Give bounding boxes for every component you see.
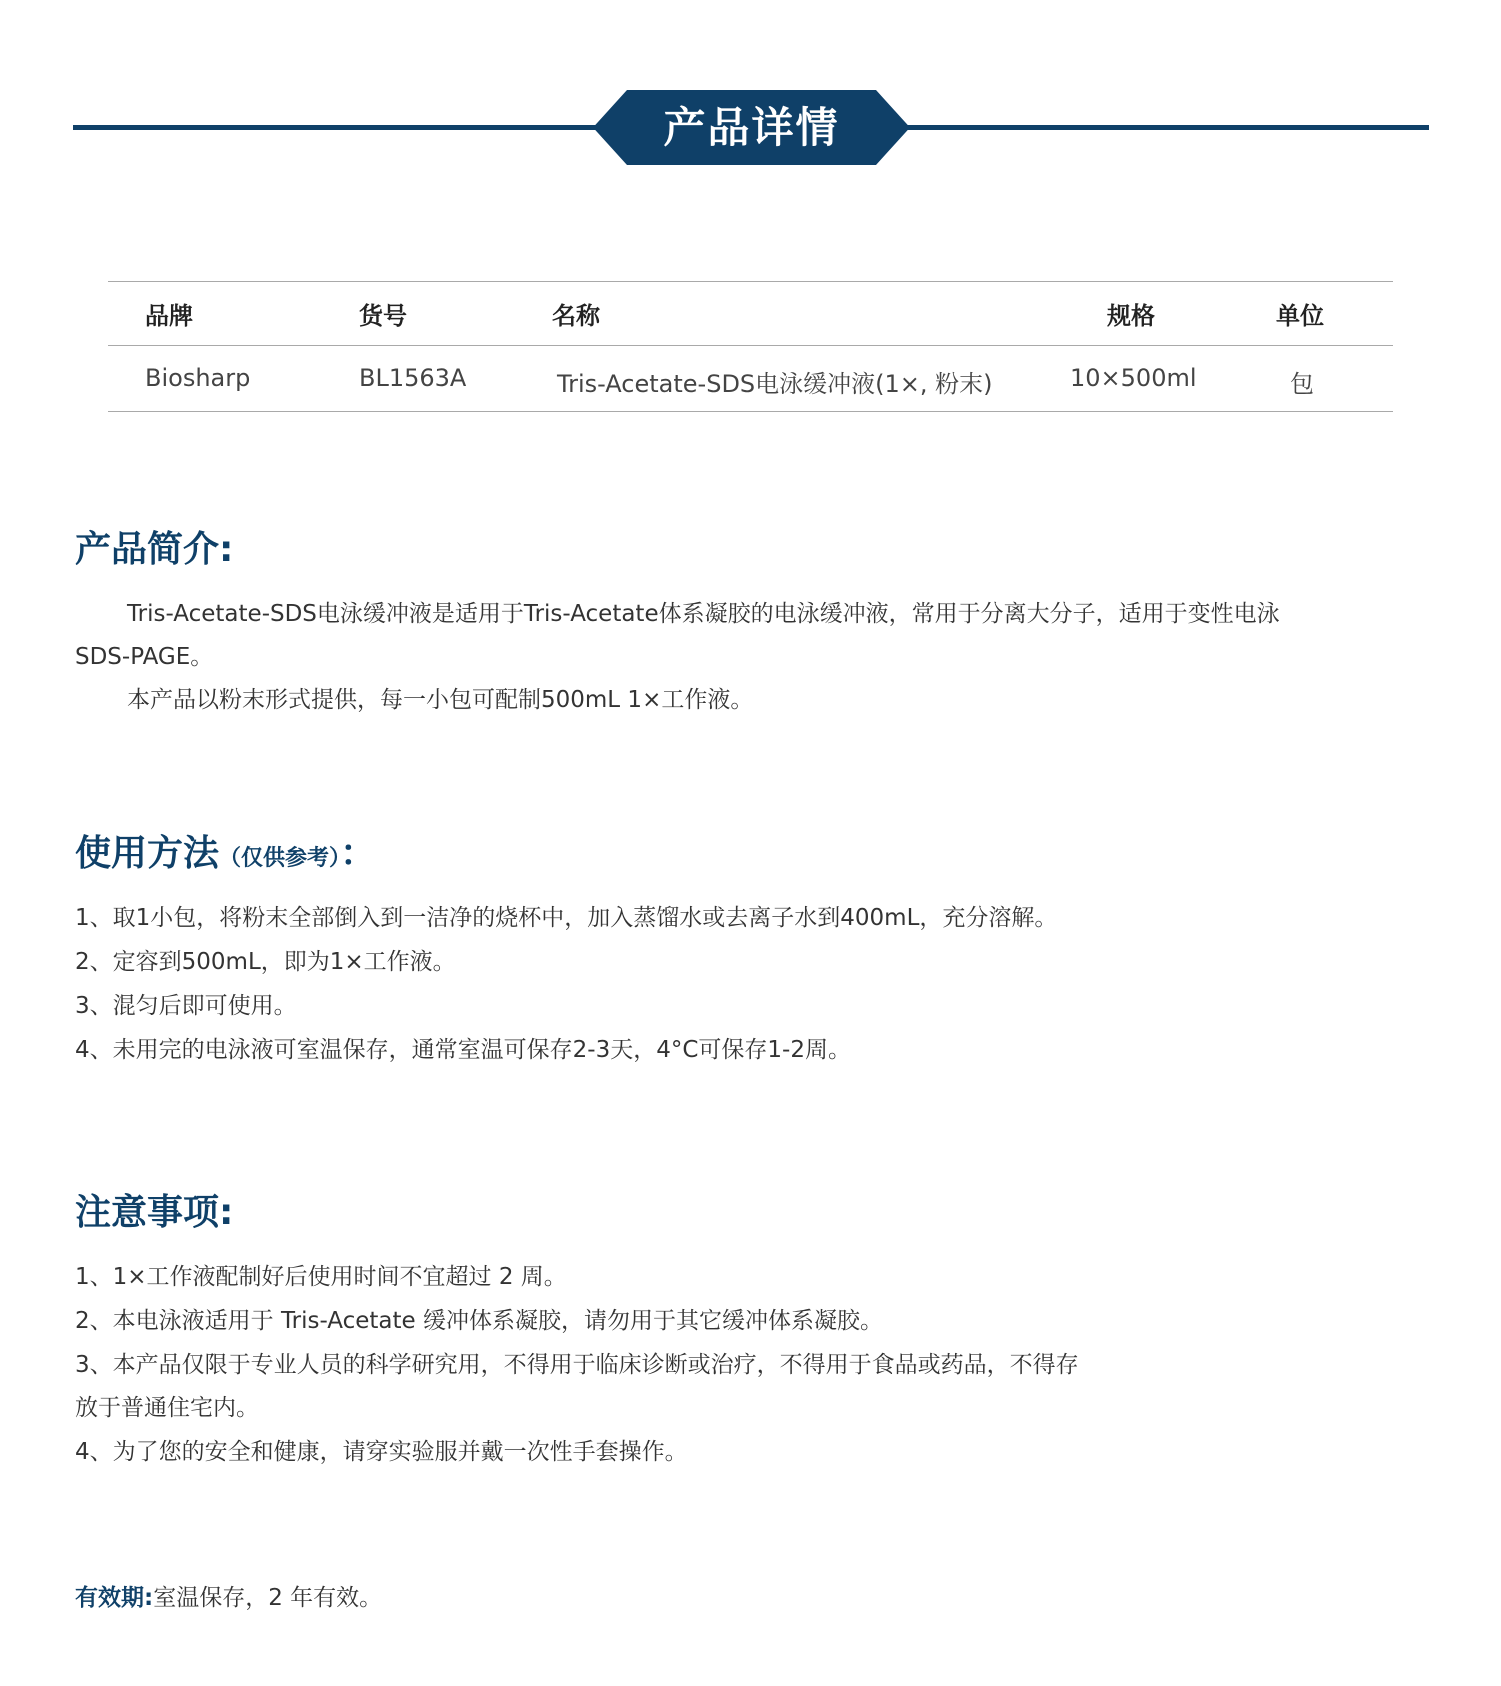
cell-name: Tris-Acetate-SDS电泳缓冲液(1×, 粉末) [557,370,993,398]
header-brand: 品牌 [145,302,193,330]
note-4: 4、为了您的安全和健康，请穿实验服并戴一次性手套操作。 [75,1439,688,1465]
page-title: 产品详情 [663,103,840,152]
note-3-continued: 放于普通住宅内。 [75,1395,259,1421]
notes-title: 注意事项: [75,1192,234,1233]
table-header-rule [108,345,1393,346]
intro-line-2: SDS-PAGE。 [75,644,214,670]
usage-step-2: 2、定容到500mL，即为1×工作液。 [75,949,456,975]
cell-brand: Biosharp [145,364,251,392]
cell-spec: 10×500ml [1070,364,1197,392]
usage-title [75,825,376,876]
table-bottom-rule [108,411,1393,412]
usage-step-4: 4、未用完的电泳液可室温保存，通常室温可保存2-3天，4°C可保存1-2周。 [75,1037,851,1063]
header-catalog-no: 货号 [359,302,407,330]
usage-title-colon: ： [340,833,377,874]
validity-label: 有效期: [75,1585,154,1611]
validity-text: 室温保存，2 年有效。 [153,1585,383,1611]
usage-step-1: 1、取1小包，将粉末全部倒入到一洁净的烧杯中，加入蒸馏水或去离子水到400mL，充分溶解。 [75,905,1058,931]
cell-unit: 包 [1290,370,1314,398]
header-spec: 规格 [1107,302,1155,330]
usage-title-main: 使用方法 [75,833,220,874]
usage-step-3: 3、混匀后即可使用。 [75,993,297,1019]
validity [75,1579,382,1612]
intro-title: 产品简介: [75,529,234,570]
note-1: 1、1×工作液配制好后使用时间不宜超过 2 周。 [75,1264,567,1290]
intro-line-1: Tris-Acetate-SDS电泳缓冲液是适用于Tris-Acetate体系凝胶的电泳缓冲液，常用于分离大分子，适用于变性电泳 [127,601,1280,627]
table-top-rule [108,281,1393,282]
note-2: 2、本电泳液适用于 Tris-Acetate 缓冲体系凝胶，请勿用于其它缓冲体系凝胶。 [75,1308,883,1334]
note-3: 3、本产品仅限于专业人员的科学研究用，不得用于临床诊断或治疗，不得用于食品或药品，不得存 [75,1352,1079,1378]
intro-line-3: 本产品以粉末形式提供，每一小包可配制500mL 1×工作液。 [127,687,754,713]
header-unit: 单位 [1276,302,1324,330]
cell-catalog-no: BL1563A [359,364,467,392]
header-name: 名称 [552,302,600,330]
usage-title-note: （仅供参考） [219,846,341,871]
